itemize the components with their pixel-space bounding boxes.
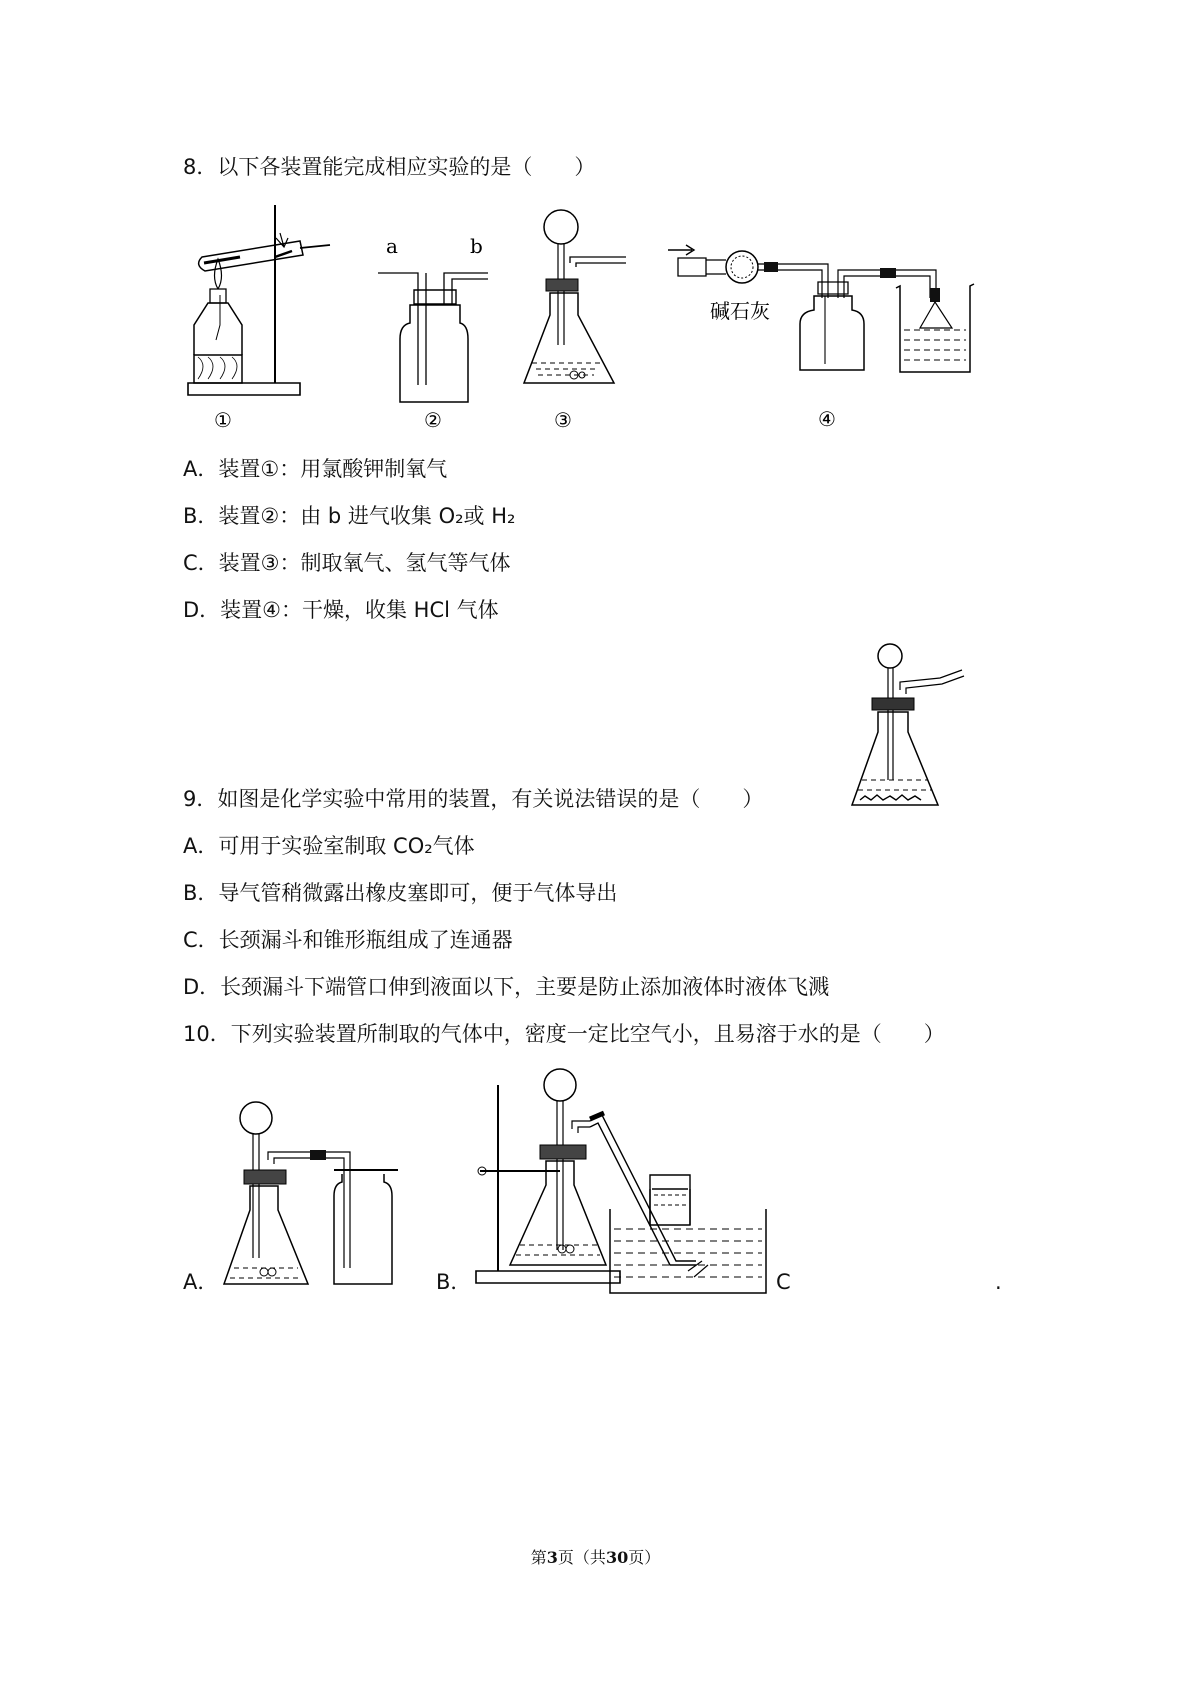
apparatus-line (558, 243, 564, 345)
apparatus-line (888, 668, 893, 780)
apparatus-line (650, 1175, 690, 1225)
apparatus-line (544, 210, 578, 244)
apparatus-line (240, 1102, 272, 1134)
q8-figure-3-flask-funnel (518, 205, 638, 435)
q10-figure-b-water-displacement (470, 1065, 780, 1295)
apparatus-line (878, 644, 902, 668)
apparatus-line (610, 1209, 766, 1293)
apparatus-line (253, 1134, 259, 1258)
footer-prefix: 第 (530, 1548, 547, 1567)
apparatus-line (668, 245, 694, 255)
apparatus-line (590, 1115, 696, 1265)
q9-option-b: B．导气管稍微露出橡皮塞即可，便于气体导出 (183, 881, 618, 905)
footer-middle: 页（共 (557, 1548, 606, 1567)
apparatus-line (199, 241, 303, 271)
q8-option-c: C．装置③：制取氧气、氢气等气体 (183, 551, 511, 575)
apparatus-line (444, 273, 488, 305)
apparatus-line (532, 363, 602, 375)
apparatus-line (300, 245, 330, 248)
q10-figure-a-upward-air-collection (222, 1098, 407, 1293)
q10-label-b: B． (436, 1270, 472, 1294)
apparatus-line (872, 698, 914, 710)
apparatus-line (880, 268, 896, 278)
apparatus-line (706, 260, 726, 274)
q9-stem: 9．如图是化学实验中常用的装置，有关说法错误的是（ ） (183, 787, 764, 811)
apparatus-line (268, 1268, 276, 1276)
apparatus-line (194, 303, 242, 355)
apparatus-line (570, 257, 626, 267)
q8-option-a: A．装置①：用氯酸钾制氧气 (183, 457, 448, 481)
q8-stem: 8．以下各装置能完成相应实验的是（ ） (183, 155, 596, 179)
footer-page-number: 3 (546, 1548, 558, 1567)
apparatus-line (210, 289, 226, 303)
apparatus-line (731, 256, 753, 278)
apparatus-line (188, 383, 300, 395)
q10-trailing-dot: . (995, 1270, 1002, 1294)
apparatus-line (800, 296, 864, 370)
apparatus-line (558, 1245, 566, 1253)
apparatus-line (614, 1229, 762, 1277)
apparatus-line (818, 264, 828, 298)
apparatus-line (260, 1268, 268, 1276)
apparatus-line (524, 293, 614, 383)
apparatus-line (904, 330, 966, 360)
q8-figure-1-heating-apparatus (180, 205, 345, 435)
apparatus-line (930, 288, 940, 302)
apparatus-line (650, 1189, 690, 1225)
apparatus-line (590, 1113, 604, 1119)
apparatus-line (224, 1186, 308, 1284)
q9-figure-flask-funnel (850, 640, 980, 815)
apparatus-line (244, 1170, 286, 1184)
q8-option-b: B．装置②：由 b 进气收集 O₂或 H₂ (183, 504, 516, 528)
q10-stem: 10．下列实验装置所制取的气体中，密度一定比空气小，且易溶于水的是（ ） (183, 1022, 945, 1046)
apparatus-line (400, 305, 468, 402)
apparatus-line (198, 357, 237, 379)
apparatus-line (334, 1174, 392, 1284)
q10-label-c: C (776, 1270, 791, 1294)
apparatus-line (540, 1145, 586, 1159)
apparatus-line (764, 262, 778, 272)
apparatus-line (215, 259, 222, 289)
page-footer (0, 1545, 1191, 1568)
fig-label-b: b (470, 234, 483, 258)
apparatus-line (476, 1271, 620, 1283)
fig-label-3: ③ (554, 408, 572, 432)
q9-option-c: C．长颈漏斗和锥形瓶组成了连通器 (183, 928, 513, 952)
q9-option-a: A．可用于实验室制取 CO₂气体 (183, 834, 475, 858)
apparatus-line (838, 270, 918, 298)
fig-label-soda-lime: 碱石灰 (710, 299, 770, 323)
apparatus-line (860, 795, 921, 800)
q9-option-d: D．长颈漏斗下端管口伸到液面以下，主要是防止添加液体时液体飞溅 (183, 975, 830, 999)
apparatus-line (275, 251, 292, 257)
apparatus-line (858, 780, 932, 790)
apparatus-line (566, 1245, 574, 1253)
apparatus-line (654, 1195, 686, 1205)
apparatus-line (557, 1101, 563, 1250)
apparatus-line (546, 279, 578, 291)
footer-total-pages: 30 (605, 1548, 629, 1567)
apparatus-line (216, 295, 220, 340)
q8-option-d: D．装置④：干燥，收集 HCl 气体 (183, 598, 499, 622)
apparatus-line (310, 1150, 326, 1160)
apparatus-line (920, 302, 952, 328)
apparatus-line (852, 712, 938, 805)
fig-label-4: ④ (818, 407, 836, 431)
apparatus-line (544, 1069, 576, 1101)
fig-label-a: a (386, 234, 398, 258)
footer-suffix: 页） (628, 1548, 661, 1567)
q10-label-a: A． (183, 1270, 219, 1294)
apparatus-line (678, 258, 706, 276)
apparatus-line (414, 290, 456, 304)
fig-label-2: ② (424, 408, 442, 432)
q8-figure-2-gas-bottle (378, 235, 493, 435)
fig-label-1: ① (214, 408, 232, 432)
apparatus-line (230, 1268, 302, 1278)
apparatus-line (204, 257, 240, 263)
q8-figure-4-drying-collection (668, 238, 1008, 436)
apparatus-line (688, 1261, 708, 1277)
apparatus-line (572, 1121, 590, 1133)
apparatus-line (900, 670, 964, 694)
